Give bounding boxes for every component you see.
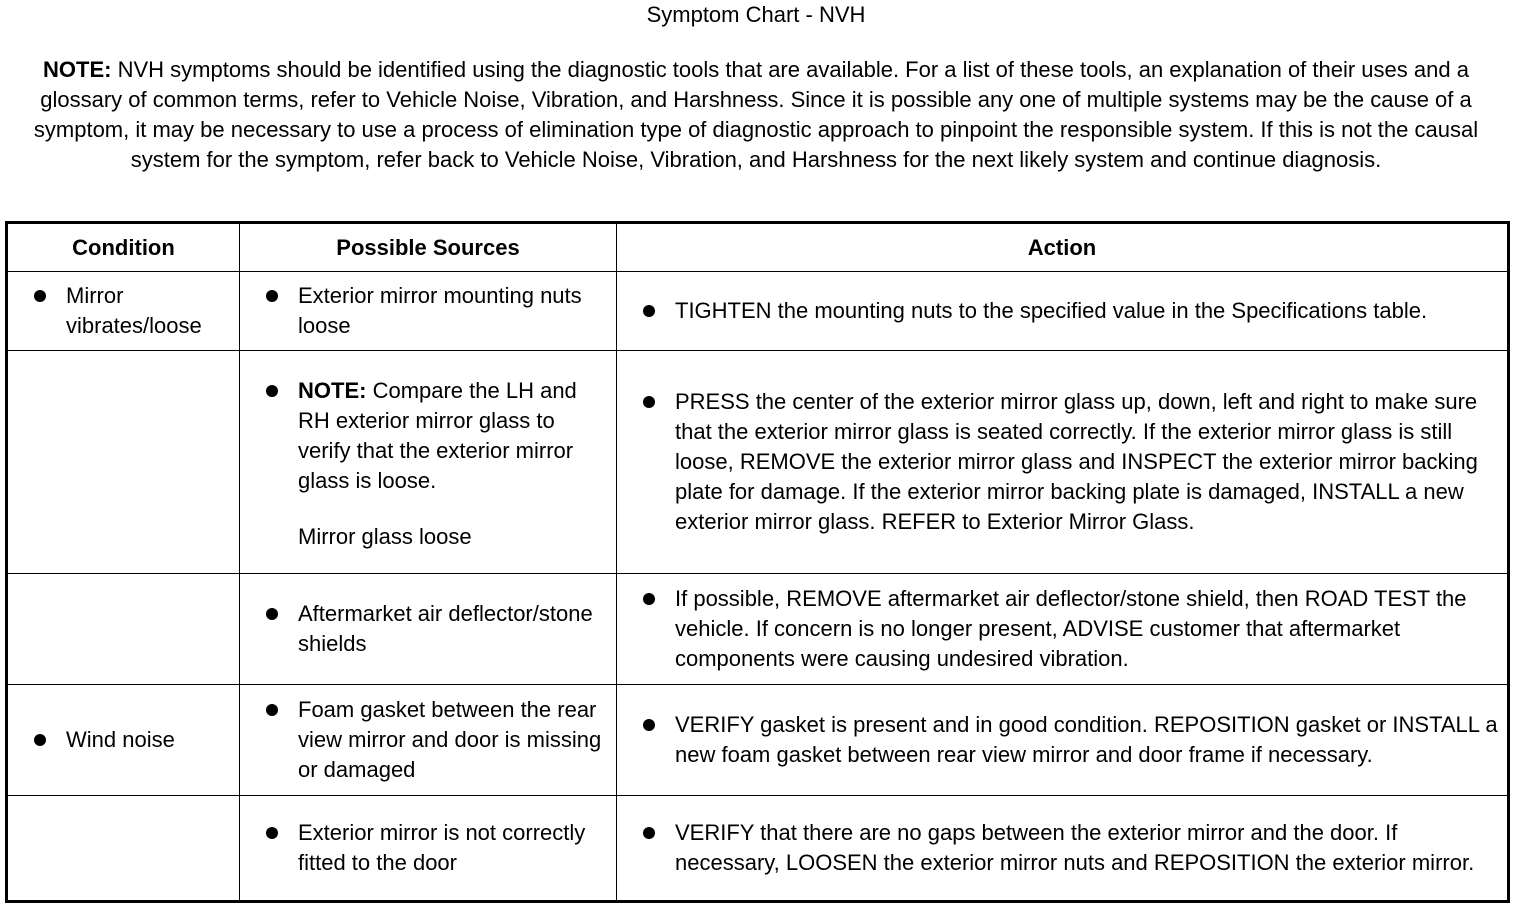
condition-cell (7, 574, 240, 685)
action-text: If possible, REMOVE aftermarket air deflector/stone shield, then ROAD TEST the vehicle. If concern is no longer present, ADVISE customer that aftermarket components were causing undesired vibration. (675, 586, 1467, 671)
source-cell (240, 796, 617, 902)
symptom-chart-table (5, 221, 1510, 903)
bullet-icon (266, 290, 278, 302)
condition-text: Mirror vibrates/loose (66, 283, 202, 338)
table-header-row (7, 223, 1509, 272)
table-row (7, 574, 1509, 685)
source-cell (240, 685, 617, 796)
note-paragraph (6, 55, 1506, 175)
bullet-icon (266, 385, 278, 397)
source-note (298, 376, 608, 496)
bullet-icon (266, 608, 278, 620)
header-condition: Condition (7, 223, 240, 272)
action-cell (617, 685, 1509, 796)
condition-cell (7, 796, 240, 902)
bullet-icon (266, 704, 278, 716)
header-action: Action (617, 223, 1509, 272)
note-text: NVH symptoms should be identified using the diagnostic tools that are available. For a list of these tools, an explanation of their uses and a glossary of common terms, refer to Vehicle Noise, Vibration, and Harshness. Since it is possible any one of multiple systems may be the cause of a symptom, it may be necessary to use a process of elimination type of diagnostic approach to pinpoint the responsible system. If this is not the causal system for the symptom, refer back to Vehicle Noise, Vibration, and Harshness for the next likely system and continue diagnosis. (33, 57, 1479, 172)
table-row (7, 796, 1509, 902)
table-row (7, 351, 1509, 574)
source-cell (240, 574, 617, 685)
bullet-icon (34, 290, 46, 302)
source-text: Aftermarket air deflector/stone shields (298, 601, 593, 656)
source-text: Exterior mirror is not correctly fitted to the door (298, 820, 586, 875)
condition-text: Wind noise (66, 727, 175, 752)
source-cell (240, 272, 617, 351)
condition-cell (7, 351, 240, 574)
action-cell (617, 351, 1509, 574)
action-cell (617, 574, 1509, 685)
action-cell (617, 272, 1509, 351)
table-row (7, 685, 1509, 796)
source-text: Foam gasket between the rear view mirror and door is missing or damaged (298, 697, 602, 782)
action-text: TIGHTEN the mounting nuts to the specified value in the Specifications table. (675, 298, 1428, 323)
header-possible-sources: Possible Sources (240, 223, 617, 272)
condition-cell (7, 685, 240, 796)
bullet-icon (643, 396, 655, 408)
action-text: PRESS the center of the exterior mirror glass up, down, left and right to make sure that the exterior mirror glass is seated correctly. If the exterior mirror glass is still loose, REMOVE the exterior mirror glass and INSPECT the exterior mirror backing plate for damage. If the exterior mirror backing plate is damaged, INSTALL a new exterior mirror glass. REFER to Exterior Mirror Glass. (675, 389, 1478, 534)
bullet-icon (643, 719, 655, 731)
action-cell (617, 796, 1509, 902)
bullet-icon (643, 305, 655, 317)
bullet-icon (34, 734, 46, 746)
source-note-label: NOTE: (298, 377, 367, 403)
source-note-text: Compare the LH and RH exterior mirror glass to verify that the exterior mirror glass is loose. (298, 377, 577, 493)
bullet-icon (266, 827, 278, 839)
bullet-icon (643, 593, 655, 605)
note-label: NOTE: (43, 57, 112, 82)
source-text: Exterior mirror mounting nuts loose (298, 283, 582, 338)
source-cell (240, 351, 617, 574)
action-text: VERIFY gasket is present and in good condition. REPOSITION gasket or INSTALL a new foam gasket between rear view mirror and door frame if necessary. (675, 712, 1498, 767)
page-title: Symptom Chart - NVH (646, 2, 866, 27)
bullet-icon (643, 827, 655, 839)
source-text: Mirror glass loose (298, 523, 472, 549)
table-row (7, 272, 1509, 351)
action-text: VERIFY that there are no gaps between the exterior mirror and the door. If necessary, LOOSEN the exterior mirror nuts and REPOSITION the exterior mirror. (675, 820, 1475, 875)
condition-cell (7, 272, 240, 351)
